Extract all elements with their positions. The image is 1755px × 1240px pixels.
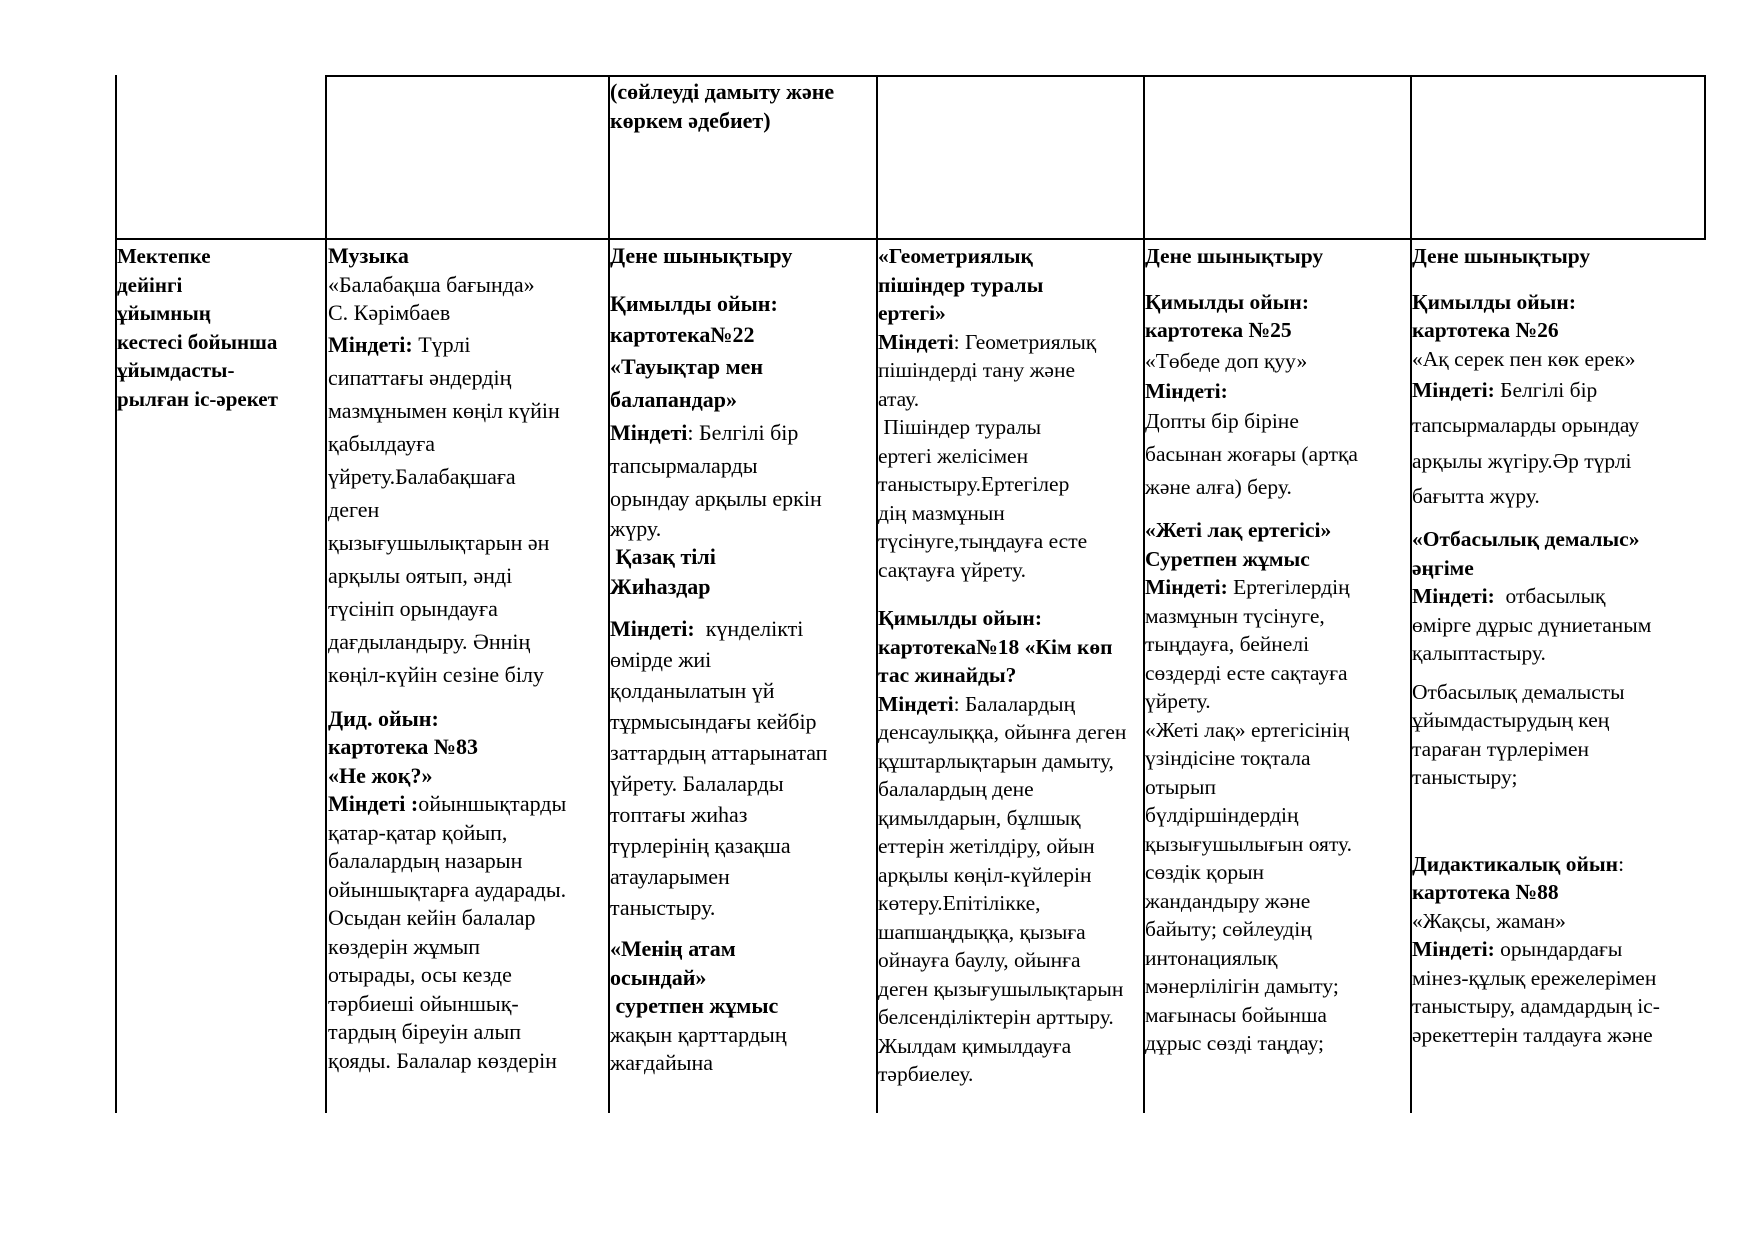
game-task-line: отырады, осы кезде (328, 962, 512, 987)
table-border-left (115, 75, 117, 1113)
talk-task-line (1412, 582, 1704, 611)
row-label-line: рылған іс-әрекет (117, 386, 278, 411)
game-task-line: еттерін жетілдіру, ойын (878, 834, 1095, 858)
story-task-line: жандандыру және (1145, 888, 1311, 913)
lang-title: Қазақ тілі (610, 543, 716, 569)
spacer (1145, 271, 1408, 288)
talk-task-text: отбасылық (1494, 584, 1606, 608)
story-task-line: сөздік қорын (1145, 860, 1265, 884)
story-task-line: үйрету. (1145, 689, 1211, 713)
lang-task-line: үйрету. Балаларды (610, 771, 784, 796)
game-task-line: ойыншықтарға аударады. (328, 876, 567, 902)
story-task-text: Ертегілердің (1227, 575, 1350, 599)
task-line: орындау арқылы еркін (610, 485, 822, 511)
dg-task-text: орындардағы (1494, 937, 1623, 961)
lang-task-line: өмірде жиі (610, 647, 712, 672)
task-line: көңіл-күйін сезіне білу (328, 661, 544, 687)
story-type: суретпен жұмыс (610, 993, 779, 1018)
game-task-line: арқылы көңіл-күйлерін (878, 862, 1092, 887)
spacer (328, 691, 606, 705)
story-title: «Жеті лақ ертегісі» (1145, 518, 1332, 542)
game-task-label: Міндеті (878, 691, 954, 716)
game-title: Қимылды ойын: (610, 290, 778, 316)
story-title: ертегі» (878, 301, 946, 325)
dg-task-line: мінез-құлық ережелерімен (1412, 965, 1657, 990)
talk-task-line: қалыптастыру. (1412, 641, 1546, 665)
story-task-line: байыту; сөйлеудің (1145, 917, 1312, 941)
story-title: «Менің атам (610, 936, 736, 961)
game-name: балапандар» (610, 386, 737, 412)
game-task-line: балалардың дене (878, 777, 1034, 801)
row2-col3-cell (610, 242, 874, 1110)
talk-extra-line: ұйымдастырудың кең (1412, 708, 1610, 732)
game-task-line: қатар-қатар қойып, (328, 819, 508, 845)
story-line: жағдайына (610, 1050, 714, 1075)
game-card: картотека №26 (1412, 318, 1559, 342)
game-name: тас жинайды? (878, 663, 1017, 687)
task-text: Белгілі бір (1494, 378, 1598, 402)
story-task-label: Міндеті: (1145, 575, 1228, 599)
game-title: Қимылды ойын: (1145, 289, 1309, 314)
dg-title: Дидактикалық ойын (1412, 851, 1619, 876)
game-task-line: тәрбиеші ойыншық- (328, 990, 519, 1016)
lang-task-line (610, 613, 874, 644)
task-line: қабылдауға (328, 430, 436, 456)
activity-title: Дене шынықтыру (1412, 244, 1591, 268)
game-task-text: ойыншықтарды (418, 791, 567, 816)
task-line (878, 328, 1141, 357)
spacer (1145, 504, 1408, 516)
row1-col3-cell (610, 78, 874, 135)
story-title: «Геометриялық (878, 244, 1033, 268)
game-card: картотека №25 (1145, 318, 1292, 342)
row-label-line: Мектепке (117, 244, 211, 268)
spacer (878, 584, 1141, 604)
section-heading-line: көркем әдебиет) (610, 107, 771, 133)
row2-col4-cell (878, 242, 1141, 1110)
game-name: «Тауықтар мен (610, 353, 764, 379)
game-task-line: шапшаңдыққа, қызыға (878, 919, 1086, 944)
task-label: Міндеті (610, 419, 688, 445)
spacer (610, 603, 874, 613)
game-task-line: денсаулыққа, ойынға деген (878, 720, 1127, 744)
lang-task-line: таныстыру. (610, 895, 716, 920)
task-line: қызығушылықтарын ән (328, 529, 550, 555)
story-title: пішіндер туралы (878, 272, 1044, 297)
game-task-line: балалардың назарын (328, 848, 523, 873)
lang-topic: Жиһаздар (610, 574, 711, 599)
spacer (610, 271, 874, 288)
task-line: тапсырмаларды орындау (1412, 413, 1640, 437)
story-task-line: қызығушылығын ояту. (1145, 831, 1353, 856)
game-task-line: көтеру.Епітілікке, (878, 891, 1041, 915)
task-line: таныстыру.Ертегілер (878, 472, 1070, 496)
dg-title-line (1412, 850, 1704, 879)
task-line: түсінуге,тыңдауға есте (878, 529, 1088, 553)
row2-col5-cell (1145, 242, 1408, 1110)
game-task-line: Осыдан кейін балалар (328, 905, 536, 930)
lang-task-line: топтағы жиһаз (610, 802, 748, 827)
talk-title: әңгіме (1412, 555, 1474, 580)
game-task-line: деген қызығушылықтарын (878, 976, 1124, 1001)
task-line: мазмұнымен көңіл күйін (328, 397, 560, 423)
task-line: бағытта жүру. (1412, 484, 1540, 508)
task-line: басынан жоғары (артқа (1145, 442, 1358, 466)
task-label: Міндеті (878, 329, 954, 354)
game-task-line: белсенділіктерін арттыру. (878, 1005, 1114, 1029)
story-task-line: бүлдіршіндердің (1145, 803, 1299, 827)
dg-task-label: Міндеті: (1412, 937, 1495, 961)
dg-colon: : (1618, 851, 1625, 876)
row-label-line: дейінгі (117, 272, 183, 297)
dg-task-line: таныстыру, адамдардың іс- (1412, 994, 1660, 1018)
lang-task-text: күнделікті (694, 616, 804, 641)
dg-task-line (1412, 935, 1704, 964)
task-line: Пішіндер туралы (878, 415, 1042, 439)
story-task-line: мағынасы бойынша (1145, 1002, 1327, 1027)
task-line (328, 328, 606, 361)
talk-task-line: өмірге дұрыс дүниетаным (1412, 612, 1652, 637)
task-line: тапсырмаларды (610, 452, 758, 478)
game-task-line (328, 790, 606, 819)
game-task-line: құштарлықтарын дамыту, (878, 748, 1114, 773)
talk-extra-line: Отбасылық демалысты (1412, 679, 1625, 704)
task-line: сипаттағы әндердің (328, 364, 512, 390)
task-line: ертегі желісімен (878, 443, 1029, 468)
task-line: деген (328, 496, 380, 522)
spacer (1412, 792, 1704, 850)
game-task-line: тардың біреуін алып (328, 1019, 522, 1044)
row2-col2-cell (328, 242, 606, 1110)
lang-task-line: атауларымен (610, 864, 730, 889)
activity-title: Дене шынықтыру (610, 243, 793, 268)
lang-task-line: түрлерінің қазақша (610, 833, 791, 858)
game-name: «Төбеде доп қуу» (1145, 348, 1308, 373)
game-card: картотека №83 (328, 734, 479, 759)
lang-task-line: тұрмысындағы кейбір (610, 709, 817, 734)
activity-title: Дене шынықтыру (1145, 244, 1324, 268)
task-line: Допты бір біріне (1145, 409, 1299, 433)
game-title: Дид. ойын: (328, 705, 439, 731)
game-task-line (878, 690, 1141, 719)
story-task-line: отырып (1145, 774, 1217, 799)
story-task-line: тыңдауға, бейнелі (1145, 632, 1310, 656)
story-line: жақын қарттардың (610, 1021, 787, 1047)
task-line (610, 416, 874, 449)
task-label: Міндеті: (1145, 378, 1228, 403)
spacer (1412, 271, 1704, 288)
task-label: Міндеті: (1412, 378, 1495, 402)
game-name: «Не жоқ?» (328, 762, 433, 788)
game-task-line: ойнауға баулу, ойынға (878, 948, 1081, 972)
game-task-line: тәрбиелеу. (878, 1062, 974, 1086)
section-heading-line: (сөйлеуді дамыту және (610, 79, 835, 104)
game-card: картотека№18 «Кім көп (878, 634, 1113, 659)
task-line: пішіндерді тану және (878, 358, 1076, 382)
dg-name: «Жақсы, жаман» (1412, 908, 1566, 933)
song-title: «Балабақша бағында» (328, 271, 535, 297)
game-name: «Ақ серек пен көк ерек» (1412, 346, 1636, 371)
row-label-line: ұйымның (117, 301, 211, 325)
talk-title: «Отбасылық демалыс» (1412, 527, 1640, 551)
task-text: : Белгілі бір (687, 419, 799, 445)
story-task-line: мазмұнын түсінуге, (1145, 603, 1325, 628)
table-border-col2 (325, 75, 327, 1113)
game-task-line: қимылдарын, бұлшық (878, 805, 1081, 830)
row-label-line: ұйымдасты- (117, 358, 235, 382)
row-label-line: кестесі бойынша (117, 329, 278, 354)
story-task-line: «Жеті лақ» ертегісінің (1145, 717, 1350, 742)
task-line: атау. (878, 386, 920, 411)
game-task-line: Жылдам қимылдауға (878, 1033, 1072, 1058)
row2-col1-cell (117, 242, 323, 413)
task-text: : Геометриялық (953, 329, 1097, 354)
task-line: арқылы жүгіру.Әр түрлі (1412, 449, 1632, 473)
task-line (1412, 373, 1704, 407)
story-task-line: дұрыс сөзді таңдау; (1145, 1031, 1325, 1055)
dg-card: картотека №88 (1412, 880, 1559, 904)
dg-task-line: әрекеттерін талдауға және (1412, 1022, 1653, 1047)
game-card: картотека№22 (610, 321, 755, 347)
game-task-label: Міндеті : (328, 791, 419, 816)
table-border-right (1704, 75, 1706, 240)
task-line: түсініп орындауға (328, 595, 498, 621)
row2-col6-cell (1412, 242, 1704, 1110)
talk-extra-line: таныстыру; (1412, 765, 1518, 789)
story-task-line: үзіндісіне тоқтала (1145, 746, 1311, 770)
task-line: жүру. (610, 515, 662, 541)
spacer (610, 923, 874, 935)
task-text: Түрлі (412, 331, 471, 357)
activity-title: Музыка (328, 243, 409, 268)
game-task-line: қояды. Балалар көздерін (328, 1047, 557, 1073)
task-label: Міндеті: (328, 331, 413, 357)
game-task-text: : Балалардың (953, 691, 1076, 716)
spacer (1412, 513, 1704, 525)
task-line: үйрету.Балабақшаға (328, 463, 516, 489)
task-line: арқылы оятып, әнді (328, 562, 513, 588)
lang-task-line: заттардың аттарынатап (610, 740, 828, 765)
spacer (1412, 668, 1704, 678)
story-type: Суретпен жұмыс (1145, 546, 1310, 571)
game-title: Қимылды ойын: (1412, 289, 1576, 314)
lang-task-label: Міндеті: (610, 616, 695, 641)
game-task-line: көздерін жұмып (328, 933, 481, 959)
task-line: дің мазмұнын (878, 500, 1005, 525)
table-row-divider (115, 238, 1706, 240)
story-title: осындай» (610, 964, 707, 990)
game-title: Қимылды ойын: (878, 606, 1042, 630)
talk-extra-line: тараған түрлерімен (1412, 736, 1589, 761)
lang-task-line: қолданылатын үй (610, 678, 775, 703)
task-line: дағдыландыру. Әннің (328, 628, 531, 654)
table-border-top (325, 75, 1706, 77)
story-task-line: сөздерді есте сақтауға (1145, 660, 1348, 685)
task-line: сақтауға үйрету. (878, 557, 1027, 582)
song-author: С. Кәрімбаев (328, 300, 451, 325)
story-task-line: интонациялық (1145, 945, 1278, 970)
task-line: және алға) беру. (1145, 475, 1292, 499)
story-task-line (1145, 573, 1408, 602)
story-task-line: мәнерлілігін дамыту; (1145, 974, 1339, 998)
talk-task-label: Міндеті: (1412, 584, 1495, 608)
